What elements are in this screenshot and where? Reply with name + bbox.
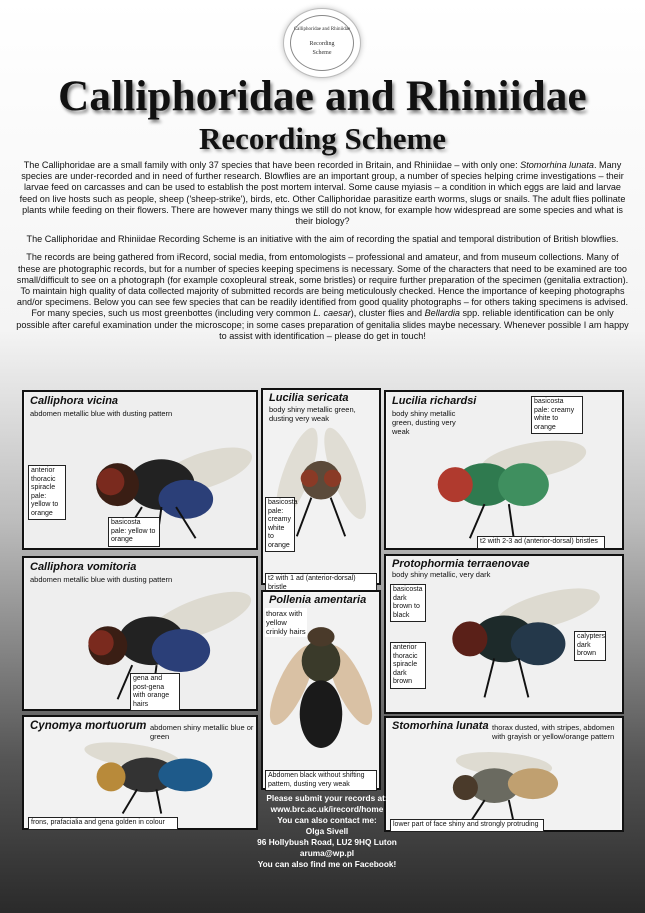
species-name: Protophormia terraenovae	[392, 558, 530, 570]
label-basicosta: basicosta pale: yellow to orange	[108, 517, 160, 547]
page-subtitle: Recording Scheme	[198, 121, 447, 156]
species-name: Lucilia richardsi	[392, 395, 477, 407]
species-name: Calliphora vomitoria	[30, 561, 137, 573]
contact-address: 96 Hollybush Road, LU2 9HQ Luton	[257, 837, 397, 847]
species-name: Pollenia amentaria	[269, 594, 367, 606]
intro-paragraph-3	[14, 252, 631, 342]
intro-text	[14, 160, 631, 349]
logo-text-2: Recording	[309, 41, 335, 47]
label-thorax-hairs: thorax with yellow crinkly hairs	[266, 609, 306, 636]
species-desc: abdomen shiny metallic blue or green	[150, 723, 254, 741]
contact-name: Olga Sivell	[305, 826, 349, 836]
species-name: Stomorhina lunata	[392, 720, 489, 732]
intro-paragraph-2: The Calliphoridae and Rhiniidae Recording Scheme is an initiative with the aim of recording the spatial and temporal distribution of British blowflies.	[26, 234, 619, 245]
label-gena: gena and post-gena with orange hairs	[130, 673, 180, 711]
panel-calliphora-vomitoria	[22, 556, 258, 711]
label-bristle: t2 with 1 ad (anterior-dorsal) bristle	[265, 573, 377, 594]
irecord-link[interactable]: www.brc.ac.uk/irecord/home	[270, 804, 384, 814]
contact-block	[257, 793, 397, 870]
intro-p1-a: The Calliphoridae are a small family with only 37 species that have been recorded in Britain, and Rhiniidae – with only one:	[23, 160, 521, 170]
label-face: lower part of face shiny and strongly protruding	[390, 819, 544, 832]
panel-lucilia-richardsi	[384, 390, 624, 550]
species-name: Lucilia sericata	[269, 392, 349, 404]
intro-p3-c: spp. reliable identification can be only possible after careful examination under the microscope; in some cases preparation of genitalia slides maybe necessary. Whenever possible I am happy to assist with identification – please do get in touch!	[16, 308, 629, 341]
intro-p3-em2: Bellardia	[424, 308, 460, 319]
contact-facebook: You can also find me on Facebook!	[257, 859, 397, 869]
logo-text-1: Calliphoridae and Rhiniidae	[293, 27, 351, 32]
label-frons: frons, prafacialia and gena golden in colour	[28, 817, 178, 830]
label-abdomen: Abdomen black without shifting pattern, dusting very weak	[265, 770, 377, 791]
label-calypters: calypters dark brown	[574, 631, 606, 661]
panel-protophormia-terraenovae	[384, 554, 624, 714]
species-name: Cynomya mortuorum	[30, 720, 147, 732]
contact-me-text: You can also contact me:	[277, 815, 377, 825]
intro-p1-em: Stomorhina lunata	[520, 160, 594, 170]
species-desc: body shiny metallic green, dusting very weak	[269, 405, 356, 423]
species-name: Calliphora vicina	[30, 395, 119, 407]
label-thoracic-spiracle: anterior thoracic spiracle pale: yellow to orange	[28, 465, 66, 520]
species-desc: body shiny metallic green, dusting very weak	[392, 409, 456, 436]
species-desc: thorax dusted, with stripes, abdomen with grayish or yellow/orange pattern	[492, 723, 615, 741]
page-title: Calliphoridae and Rhiniidae	[58, 73, 587, 120]
label-basicosta: basicosta pale: creamy white to orange	[265, 497, 295, 552]
species-desc: abdomen metallic blue with dusting pattern	[30, 575, 173, 584]
species-desc: body shiny metallic, very dark	[392, 570, 491, 579]
contact-submit-text: Please submit your records at:	[266, 793, 388, 803]
label-basicosta: basicosta dark brown to black	[390, 584, 426, 622]
label-basicosta: basicosta pale: creamy white to orange	[531, 396, 583, 434]
logo-text-3: Scheme	[312, 50, 332, 56]
species-desc: abdomen metallic blue with dusting pattern	[30, 409, 173, 418]
panel-cynomya-mortuorum	[22, 715, 258, 830]
intro-p3-a: The records are being gathered from iRecord, social media, from entomologists – professional and amateur, and from museum collections. Many of these are photographic records, but for a number of species keeping specimens is necessary. Some of the characters that need to be examined are too small/difficult to see on a photograph (for example coxopleural streak, some bristles) or require further preparation of the specimen (genitalia extraction). To maintain high quality of data collected majority of submitted records are being meticulously checked. Hence the importance of keeping photographs and/or specimens. Below you can see few species that can be readily identified from good quality photographs – for others taking specimens is advised. For many species, such us most greenbottes (including very common	[16, 252, 629, 319]
intro-p3-b: ), cluster flies and	[350, 308, 425, 319]
intro-p1-b: . Many species are under-recorded and in need of further research. Blowflies are an important group, a number of species helping crime investigations – their larvae feed on carcasses and can be used to establish the post mortem interval. Some cause myiasis – a condition in which eggs are laid and larvae feed on live hosts such as people, sheep ('sheep-strike'), birds, etc. Other Calliphoridae parasitize earth worms, slugs or snails. The adult flies pollinate plants while feeding on their flowers. There are however many things we still do not know, for example how widespread are some species and what is their biology?	[19, 160, 626, 227]
intro-p3-em1: L. caesar	[313, 308, 351, 319]
contact-email[interactable]: aruma@wp.pl	[299, 848, 355, 858]
scheme-logo	[283, 8, 361, 78]
label-bristles: t2 with 2-3 ad (anterior-dorsal) bristles	[477, 536, 605, 549]
label-thoracic-spiracle: anterior thoracic spiracle dark brown	[390, 642, 426, 689]
panel-calliphora-vicina	[22, 390, 258, 550]
panel-stomorhina-lunata	[384, 716, 624, 832]
panel-pollenia-amentaria	[261, 590, 381, 790]
intro-paragraph-1	[14, 160, 631, 227]
panel-lucilia-sericata	[261, 388, 381, 591]
